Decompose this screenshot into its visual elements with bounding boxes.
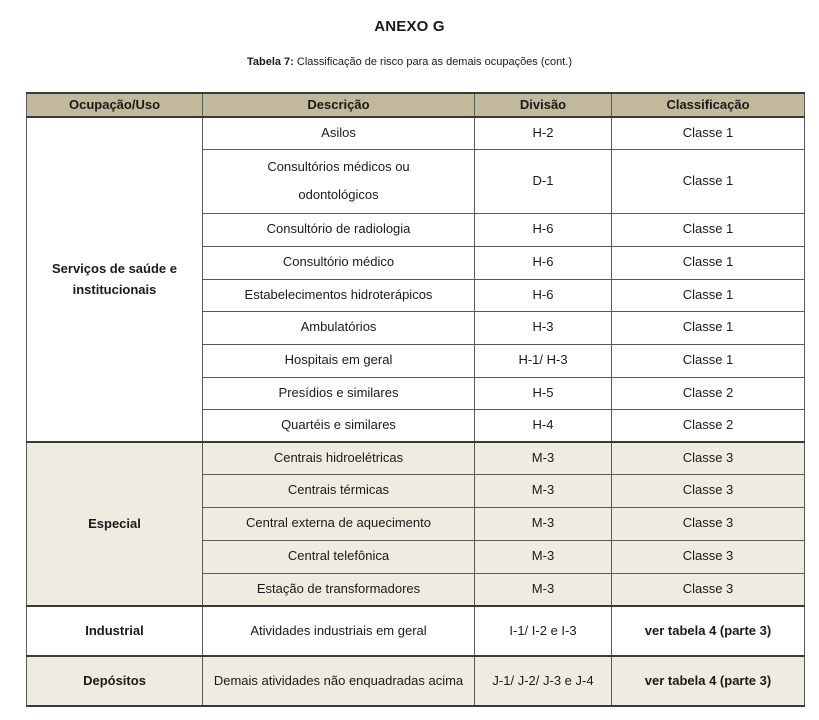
divisao-cell: H-3 bbox=[475, 311, 612, 344]
divisao-cell: H-2 bbox=[475, 117, 612, 149]
divisao-cell: M-3 bbox=[475, 474, 612, 507]
descricao-cell: Asilos bbox=[203, 117, 475, 149]
group-cell-depositos: Depósitos bbox=[27, 656, 203, 706]
group-cell-saude: Serviços de saúde e institucionais bbox=[27, 117, 203, 442]
classificacao-cell: Classe 1 bbox=[612, 213, 805, 246]
header-descricao: Descrição bbox=[203, 93, 475, 117]
classificacao-cell: Classe 1 bbox=[612, 279, 805, 311]
descricao-cell: Estabelecimentos hidroterápicos bbox=[203, 279, 475, 311]
divisao-cell: D-1 bbox=[475, 149, 612, 213]
group-cell-industrial: Industrial bbox=[27, 606, 203, 656]
divisao-cell: J-1/ J-2/ J-3 e J-4 bbox=[475, 656, 612, 706]
classificacao-cell: Classe 2 bbox=[612, 409, 805, 442]
classificacao-cell: Classe 2 bbox=[612, 377, 805, 409]
classificacao-cell: Classe 3 bbox=[612, 474, 805, 507]
descricao-cell: Centrais térmicas bbox=[203, 474, 475, 507]
descricao-cell: Estação de transformadores bbox=[203, 573, 475, 606]
divisao-cell: M-3 bbox=[475, 573, 612, 606]
classificacao-cell: Classe 1 bbox=[612, 344, 805, 377]
descricao-cell bbox=[203, 656, 475, 706]
descricao-cell: Central telefônica bbox=[203, 540, 475, 573]
classificacao-cell: Classe 1 bbox=[612, 246, 805, 279]
page-title: ANEXO G bbox=[374, 18, 445, 35]
header-classificacao: Classificação bbox=[612, 93, 805, 117]
table-header-row bbox=[27, 93, 805, 117]
descricao-cell: Consultório de radiologia bbox=[203, 213, 475, 246]
divisao-cell: H-6 bbox=[475, 213, 612, 246]
table-row bbox=[27, 442, 805, 474]
descricao-text: Consultórios médicos ou odontológicos bbox=[267, 159, 410, 202]
divisao-cell: M-3 bbox=[475, 540, 612, 573]
descricao-cell: Ambulatórios bbox=[203, 311, 475, 344]
descricao-cell: Central externa de aquecimento bbox=[203, 507, 475, 540]
divisao-cell: H-5 bbox=[475, 377, 612, 409]
descricao-cell: Hospitais em geral bbox=[203, 344, 475, 377]
classificacao-cell: Classe 1 bbox=[612, 117, 805, 149]
header-ocupacao: Ocupação/Uso bbox=[27, 93, 203, 117]
classificacao-cell: ver tabela 4 (parte 3) bbox=[612, 656, 805, 706]
classificacao-cell: Classe 3 bbox=[612, 507, 805, 540]
caption-text: Classificação de risco para as demais ocupações (cont.) bbox=[293, 56, 573, 68]
table-row bbox=[27, 117, 805, 149]
divisao-cell: I-1/ I-2 e I-3 bbox=[475, 606, 612, 656]
header-divisao: Divisão bbox=[475, 93, 612, 117]
classificacao-cell: Classe 3 bbox=[612, 573, 805, 606]
table-caption bbox=[0, 56, 819, 68]
divisao-cell: H-6 bbox=[475, 279, 612, 311]
divisao-cell: M-3 bbox=[475, 442, 612, 474]
classificacao-cell: Classe 1 bbox=[612, 311, 805, 344]
table-row bbox=[27, 656, 805, 706]
caption-label: Tabela 7: bbox=[246, 56, 294, 68]
table-body bbox=[27, 117, 805, 706]
descricao-cell bbox=[203, 149, 475, 213]
group-cell-especial: Especial bbox=[27, 442, 203, 606]
table-row bbox=[27, 606, 805, 656]
descricao-cell: Centrais hidroelétricas bbox=[203, 442, 475, 474]
descricao-cell: Presídios e similares bbox=[203, 377, 475, 409]
classificacao-cell: ver tabela 4 (parte 3) bbox=[612, 606, 805, 656]
classificacao-cell: Classe 3 bbox=[612, 540, 805, 573]
descricao-cell: Atividades industriais em geral bbox=[203, 606, 475, 656]
risk-classification-table bbox=[26, 92, 805, 707]
divisao-cell: H-4 bbox=[475, 409, 612, 442]
classificacao-cell: Classe 1 bbox=[612, 149, 805, 213]
descricao-cell: Quartéis e similares bbox=[203, 409, 475, 442]
descricao-cell: Consultório médico bbox=[203, 246, 475, 279]
divisao-cell: M-3 bbox=[475, 507, 612, 540]
divisao-cell: H-1/ H-3 bbox=[475, 344, 612, 377]
classificacao-cell: Classe 3 bbox=[612, 442, 805, 474]
descricao-text: Demais atividades não enquadradas acima bbox=[213, 673, 464, 688]
divisao-cell: H-6 bbox=[475, 246, 612, 279]
